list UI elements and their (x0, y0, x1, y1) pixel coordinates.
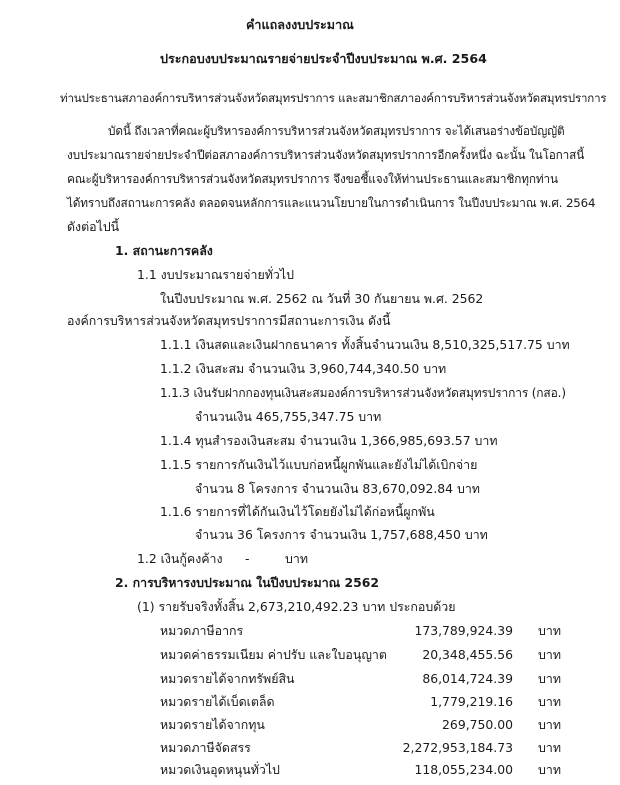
intro-line-5: ดังต่อไปนี้ (67, 219, 120, 234)
item-1-1-6: 1.1.6 รายการที่ได้กันเงินไว้โดยยังไม่ได้ก่อหนี้ผูกพัน (160, 504, 435, 519)
section-2-heading: 2. การบริหารงบประมาณ ในปีงบประมาณ 2562 (115, 575, 379, 590)
item-1-1-6-amount: จำนวน 36 โครงการ จำนวนเงิน 1,757,688,450 บาท (195, 527, 488, 542)
revenue-row-unit: บาท (538, 694, 561, 709)
revenue-intro: (1) รายรับจริงทั้งสิ้น 2,673,210,492.23 บาท ประกอบด้วย (137, 599, 456, 614)
revenue-row-unit: บาท (538, 740, 561, 755)
section-1-1-heading: 1.1 งบประมาณรายจ่ายทั่วไป (137, 267, 294, 282)
revenue-row-label: หมวดภาษีจัดสรร (160, 740, 251, 755)
item-1-1-2: 1.1.2 เงินสะสม จำนวนเงิน 3,960,744,340.50 บาท (160, 361, 447, 376)
document-subtitle: ประกอบงบประมาณรายจ่ายประจำปีงบประมาณ พ.ศ. 2564 (160, 51, 487, 66)
document-title: คำแถลงงบประมาณ (246, 17, 354, 32)
item-1-1-5-amount: จำนวน 8 โครงการ จำนวนเงิน 83,670,092.84 บาท (195, 481, 480, 496)
section-1-2-label: 1.2 เงินกู้คงค้าง (137, 551, 223, 566)
revenue-row-amount: 86,014,724.39 (422, 671, 513, 686)
financial-status-line: องค์การบริหารส่วนจังหวัดสมุทรปราการมีสถานะการเงิน ดังนี้ (67, 313, 391, 328)
item-1-1-1: 1.1.1 เงินสดและเงินฝากธนาคาร ทั้งสิ้นจำนวนเงิน 8,510,325,517.75 บาท (160, 337, 570, 352)
revenue-row-unit: บาท (538, 623, 561, 638)
item-1-1-4: 1.1.4 ทุนสำรองเงินสะสม จำนวนเงิน 1,366,985,693.57 บาท (160, 433, 498, 448)
revenue-row-amount: 118,055,234.00 (414, 762, 513, 777)
revenue-row-label: หมวดรายได้จากทรัพย์สิน (160, 671, 295, 686)
section-1-2-value: - (245, 551, 250, 566)
intro-line-4: ได้ทราบถึงสถานะการคลัง ตลอดจนหลักการและแนวนโยบายในการดำเนินการ ในปีงบประมาณ พ.ศ. 2564 (67, 196, 596, 210)
address-line: ท่านประธานสภาองค์การบริหารส่วนจังหวัดสมุทรปราการ และสมาชิกสภาองค์การบริหารส่วนจังหวัดสมุทรปราการ (60, 91, 607, 105)
item-1-1-3-amount: จำนวนเงิน 465,755,347.75 บาท (195, 409, 382, 424)
revenue-row-unit: บาท (538, 671, 561, 686)
revenue-row-unit: บาท (538, 762, 561, 777)
revenue-row-label: หมวดรายได้จากทุน (160, 717, 265, 732)
revenue-row-unit: บาท (538, 717, 561, 732)
section-1-heading: 1. สถานะการคลัง (115, 243, 213, 258)
intro-line-2: งบประมาณรายจ่ายประจำปีต่อสภาองค์การบริหารส่วนจังหวัดสมุทรปราการอีกครั้งหนึ่ง ฉะนั้น ในโอกาสนี้ (67, 148, 585, 162)
revenue-row-amount: 173,789,924.39 (414, 623, 513, 638)
revenue-row-amount: 1,779,219.16 (430, 694, 513, 709)
revenue-row-amount: 269,750.00 (442, 717, 513, 732)
intro-line-1: บัดนี้ ถึงเวลาที่คณะผู้บริหารองค์การบริหารส่วนจังหวัดสมุทรปราการ จะได้เสนอร่างข้อบัญญัติ (108, 124, 565, 138)
revenue-row-label: หมวดเงินอุดหนุนทั่วไป (160, 762, 280, 777)
revenue-row-amount: 20,348,455.56 (422, 647, 513, 662)
revenue-row-label: หมวดค่าธรรมเนียม ค่าปรับ และใบอนุญาต (160, 647, 387, 662)
intro-line-3: คณะผู้บริหารองค์การบริหารส่วนจังหวัดสมุทรปราการ จึงขอชี้แจงให้ท่านประธานและสมาชิกทุกท่าน (67, 172, 558, 186)
revenue-row-unit: บาท (538, 647, 561, 662)
item-1-1-3: 1.1.3 เงินรับฝากกองทุนเงินสะสมองค์การบริหารส่วนจังหวัดสมุทรปราการ (กสอ.) (160, 386, 566, 400)
fiscal-date-line: ในปีงบประมาณ พ.ศ. 2562 ณ วันที่ 30 กันยายน พ.ศ. 2562 (160, 291, 484, 306)
section-1-2-unit: บาท (285, 551, 308, 566)
revenue-row-label: หมวดภาษีอากร (160, 623, 244, 638)
revenue-row-amount: 2,272,953,184.73 (402, 740, 513, 755)
revenue-row-label: หมวดรายได้เบ็ดเตล็ด (160, 694, 275, 709)
item-1-1-5: 1.1.5 รายการกันเงินไว้แบบก่อหนี้ผูกพันและยังไม่ได้เบิกจ่าย (160, 457, 478, 472)
